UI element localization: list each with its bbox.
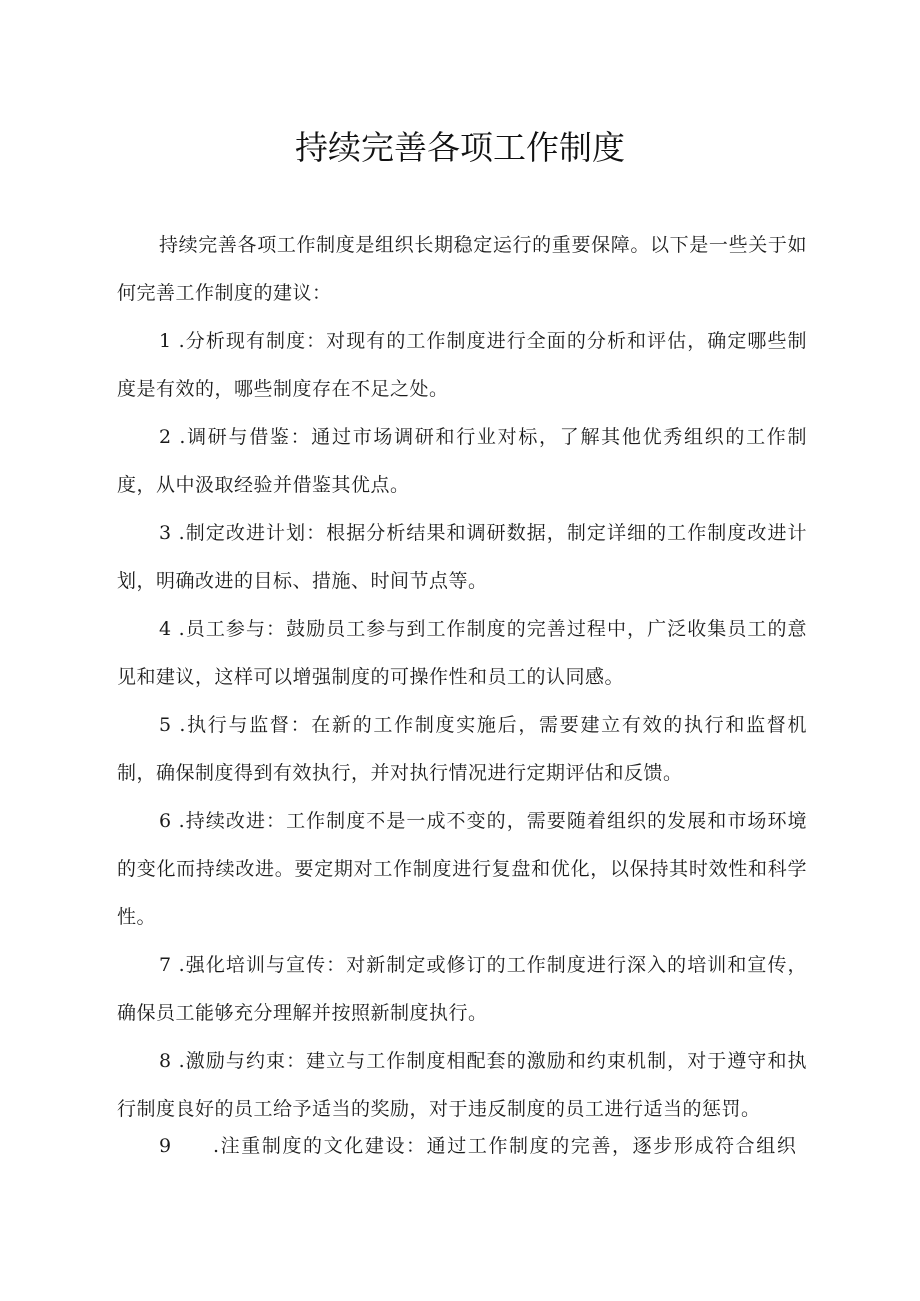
document-title: 持续完善各项工作制度	[295, 128, 625, 167]
list-item-2: 2 .调研与借鉴：通过市场调研和行业对标，了解其他优秀组织的工作制度，从中汲取经验并借鉴其优点。	[117, 426, 807, 496]
list-item-9-text: .注重制度的文化建设：通过工作制度的完善，逐步形成符合组织	[213, 1135, 798, 1157]
list-item-9-number: 9	[159, 1135, 173, 1157]
list-item-9	[159, 1122, 799, 1170]
list-item-7: 7 .强化培训与宣传：对新制定或修订的工作制度进行深入的培训和宣传，确保员工能够充分理解并按照新制度执行。	[117, 954, 807, 1024]
list-item-6: 6 .持续改进：工作制度不是一成不变的，需要随着组织的发展和市场环境的变化而持续改进。要定期对工作制度进行复盘和优化，以保持其时效性和科学性。	[117, 810, 807, 928]
list-item-3: 3 .制定改进计划：根据分析结果和调研数据，制定详细的工作制度改进计划，明确改进的目标、措施、时间节点等。	[117, 522, 807, 592]
list-item-4: 4 .员工参与：鼓励员工参与到工作制度的完善过程中，广泛收集员工的意见和建议，这样可以增强制度的可操作性和员工的认同感。	[117, 618, 807, 688]
document-body	[117, 221, 807, 1133]
list-item-8: 8 .激励与约束：建立与工作制度相配套的激励和约束机制，对于遵守和执行制度良好的员工给予适当的奖励，对于违反制度的员工进行适当的惩罚。	[117, 1050, 807, 1120]
list-item-5: 5 .执行与监督：在新的工作制度实施后，需要建立有效的执行和监督机制，确保制度得到有效执行，并对执行情况进行定期评估和反馈。	[117, 714, 807, 784]
intro-paragraph: 持续完善各项工作制度是组织长期稳定运行的重要保障。以下是一些关于如何完善工作制度的建议：	[117, 234, 807, 304]
list-item-1: 1 .分析现有制度：对现有的工作制度进行全面的分析和评估，确定哪些制度是有效的，哪些制度存在不足之处。	[117, 330, 807, 400]
